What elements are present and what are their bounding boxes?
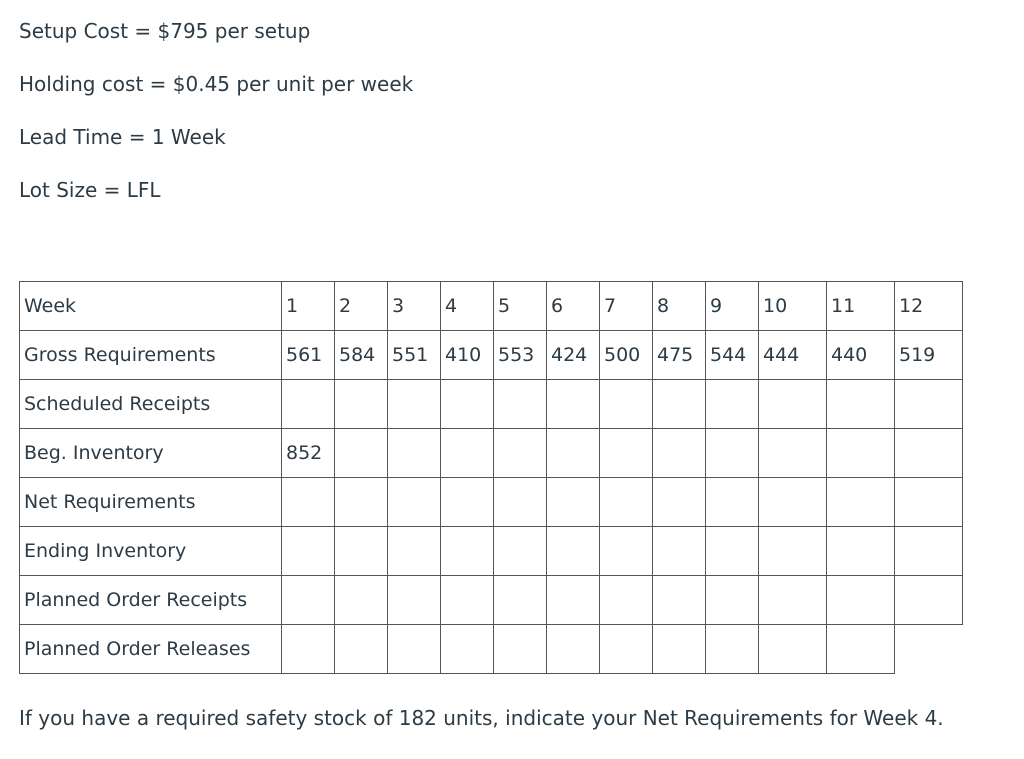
- beg-inventory-cell-week-10: [759, 429, 827, 478]
- planned-order-receipts-label: Planned Order Receipts: [20, 576, 282, 625]
- planned-order-receipts-cell-week-8: [653, 576, 706, 625]
- ending-inventory-cell-week-4: [441, 527, 494, 576]
- holding-cost-text: Holding cost = $0.45 per unit per week: [19, 72, 414, 96]
- gross-requirements-cell-week-5: 553: [494, 331, 547, 380]
- beg-inventory-cell-week-6: [547, 429, 600, 478]
- planned-order-releases-cell-week-9: [706, 625, 759, 674]
- net-requirements-cell-week-2: [335, 478, 388, 527]
- planned-order-releases-cell-week-4: [441, 625, 494, 674]
- gross-requirements-row: [20, 331, 963, 380]
- scheduled-receipts-cell-week-6: [547, 380, 600, 429]
- week-number-cell-3: 3: [388, 282, 441, 331]
- question-text: If you have a required safety stock of 182 units, indicate your Net Requirements for Week 4.: [19, 706, 944, 730]
- gross-requirements-cell-week-10: 444: [759, 331, 827, 380]
- ending-inventory-cell-week-12: [895, 527, 963, 576]
- scheduled-receipts-cell-week-4: [441, 380, 494, 429]
- ending-inventory-cell-week-1: [282, 527, 335, 576]
- planned-order-releases-cell-week-11: [827, 625, 895, 674]
- gross-requirements-cell-week-4: 410: [441, 331, 494, 380]
- beg-inventory-cell-week-5: [494, 429, 547, 478]
- planned-order-receipts-cell-week-3: [388, 576, 441, 625]
- week-number-cell-7: 7: [600, 282, 653, 331]
- planned-order-releases-cell-week-10: [759, 625, 827, 674]
- scheduled-receipts-cell-week-5: [494, 380, 547, 429]
- net-requirements-label: Net Requirements: [20, 478, 282, 527]
- planned-order-receipts-cell-week-2: [335, 576, 388, 625]
- scheduled-receipts-cell-week-3: [388, 380, 441, 429]
- gross-requirements-cell-week-1: 561: [282, 331, 335, 380]
- planned-order-releases-cell-week-3: [388, 625, 441, 674]
- ending-inventory-cell-week-7: [600, 527, 653, 576]
- week-number-cell-6: 6: [547, 282, 600, 331]
- week-number-cell-10: 10: [759, 282, 827, 331]
- planned-order-releases-cell-week-2: [335, 625, 388, 674]
- gross-requirements-cell-week-12: 519: [895, 331, 963, 380]
- net-requirements-cell-week-3: [388, 478, 441, 527]
- week-number-cell-9: 9: [706, 282, 759, 331]
- ending-inventory-cell-week-9: [706, 527, 759, 576]
- week-number-cell-1: 1: [282, 282, 335, 331]
- week-number-cell-12: 12: [895, 282, 963, 331]
- planned-order-receipts-cell-week-6: [547, 576, 600, 625]
- planned-order-releases-cell-week-7: [600, 625, 653, 674]
- beg-inventory-label: Beg. Inventory: [20, 429, 282, 478]
- planned-order-releases-cell-week-1: [282, 625, 335, 674]
- scheduled-receipts-cell-week-2: [335, 380, 388, 429]
- net-requirements-cell-week-1: [282, 478, 335, 527]
- planned-order-receipts-cell-week-7: [600, 576, 653, 625]
- mrp-table: [19, 281, 963, 674]
- beg-inventory-cell-week-11: [827, 429, 895, 478]
- net-requirements-cell-week-10: [759, 478, 827, 527]
- planned-order-receipts-cell-week-1: [282, 576, 335, 625]
- planned-order-receipts-cell-week-10: [759, 576, 827, 625]
- planned-order-receipts-cell-week-5: [494, 576, 547, 625]
- net-requirements-row: [20, 478, 963, 527]
- week-label-cell: Week: [20, 282, 282, 331]
- net-requirements-cell-week-8: [653, 478, 706, 527]
- net-requirements-cell-week-9: [706, 478, 759, 527]
- planned-order-receipts-cell-week-4: [441, 576, 494, 625]
- ending-inventory-row: [20, 527, 963, 576]
- week-header-row: [20, 282, 963, 331]
- ending-inventory-cell-week-3: [388, 527, 441, 576]
- week-number-cell-8: 8: [653, 282, 706, 331]
- gross-requirements-cell-week-9: 544: [706, 331, 759, 380]
- scheduled-receipts-cell-week-9: [706, 380, 759, 429]
- planned-order-receipts-cell-week-12: [895, 576, 963, 625]
- net-requirements-cell-week-7: [600, 478, 653, 527]
- planned-order-receipts-cell-week-9: [706, 576, 759, 625]
- gross-requirements-cell-week-6: 424: [547, 331, 600, 380]
- planned-order-releases-cell-week-6: [547, 625, 600, 674]
- setup-cost-text: Setup Cost = $795 per setup: [19, 19, 311, 43]
- beg-inventory-cell-week-8: [653, 429, 706, 478]
- planned-order-releases-label: Planned Order Releases: [20, 625, 282, 674]
- net-requirements-cell-week-5: [494, 478, 547, 527]
- planned-order-releases-cell-week-8: [653, 625, 706, 674]
- scheduled-receipts-cell-week-8: [653, 380, 706, 429]
- week-number-cell-4: 4: [441, 282, 494, 331]
- beg-inventory-cell-week-1: 852: [282, 429, 335, 478]
- ending-inventory-cell-week-2: [335, 527, 388, 576]
- ending-inventory-cell-week-5: [494, 527, 547, 576]
- week-number-cell-2: 2: [335, 282, 388, 331]
- net-requirements-cell-week-12: [895, 478, 963, 527]
- gross-requirements-cell-week-8: 475: [653, 331, 706, 380]
- ending-inventory-label: Ending Inventory: [20, 527, 282, 576]
- beg-inventory-cell-week-9: [706, 429, 759, 478]
- planned-order-receipts-row: [20, 576, 963, 625]
- gross-requirements-cell-week-2: 584: [335, 331, 388, 380]
- planned-order-receipts-cell-week-11: [827, 576, 895, 625]
- ending-inventory-cell-week-6: [547, 527, 600, 576]
- gross-requirements-cell-week-7: 500: [600, 331, 653, 380]
- scheduled-receipts-cell-week-10: [759, 380, 827, 429]
- gross-requirements-cell-week-3: 551: [388, 331, 441, 380]
- week-number-cell-11: 11: [827, 282, 895, 331]
- beg-inventory-cell-week-3: [388, 429, 441, 478]
- ending-inventory-cell-week-11: [827, 527, 895, 576]
- lead-time-text: Lead Time = 1 Week: [19, 125, 226, 149]
- scheduled-receipts-cell-week-1: [282, 380, 335, 429]
- scheduled-receipts-cell-week-12: [895, 380, 963, 429]
- week-number-cell-5: 5: [494, 282, 547, 331]
- beg-inventory-row: [20, 429, 963, 478]
- planned-order-releases-row: [20, 625, 963, 674]
- net-requirements-cell-week-11: [827, 478, 895, 527]
- beg-inventory-cell-week-12: [895, 429, 963, 478]
- planned-order-releases-cell-week-5: [494, 625, 547, 674]
- ending-inventory-cell-week-10: [759, 527, 827, 576]
- net-requirements-cell-week-4: [441, 478, 494, 527]
- gross-requirements-label: Gross Requirements: [20, 331, 282, 380]
- gross-requirements-cell-week-11: 440: [827, 331, 895, 380]
- empty-trailing-cell: [895, 625, 963, 674]
- beg-inventory-cell-week-4: [441, 429, 494, 478]
- beg-inventory-cell-week-2: [335, 429, 388, 478]
- scheduled-receipts-label: Scheduled Receipts: [20, 380, 282, 429]
- scheduled-receipts-cell-week-11: [827, 380, 895, 429]
- scheduled-receipts-row: [20, 380, 963, 429]
- beg-inventory-cell-week-7: [600, 429, 653, 478]
- net-requirements-cell-week-6: [547, 478, 600, 527]
- lot-size-text: Lot Size = LFL: [19, 178, 161, 202]
- scheduled-receipts-cell-week-7: [600, 380, 653, 429]
- ending-inventory-cell-week-8: [653, 527, 706, 576]
